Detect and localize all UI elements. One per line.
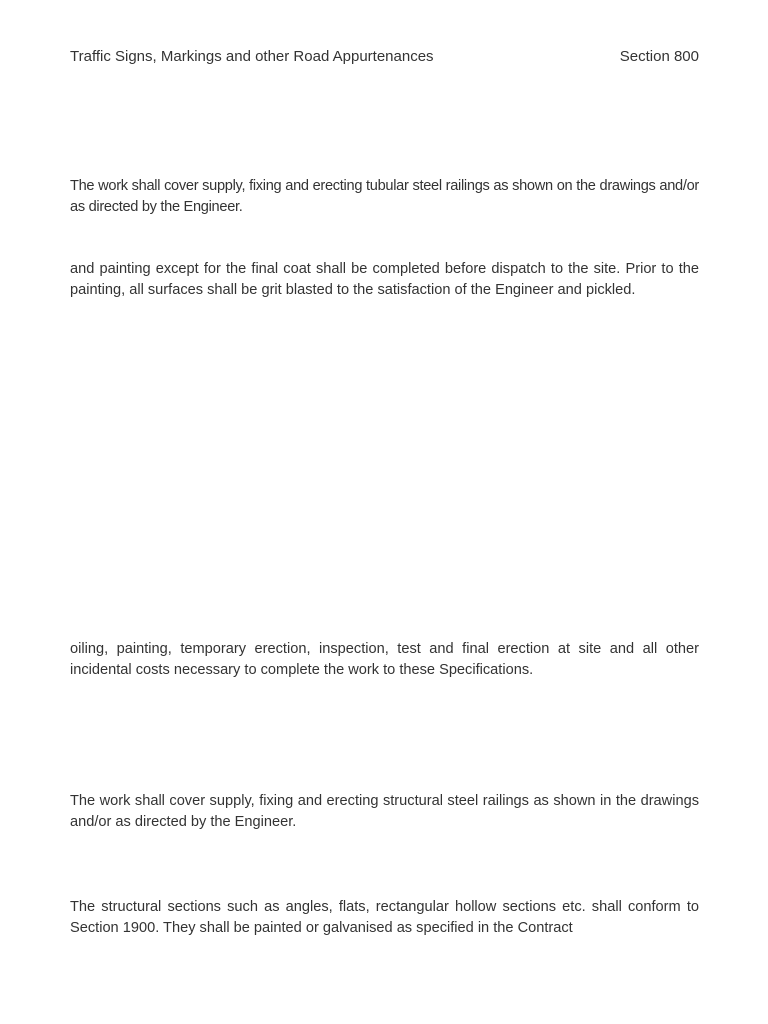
paragraph-incidental-costs: oiling, painting, temporary erection, inspection, test and final erection at site and all other incidental costs necessary to complete the work to these Specifications. xyxy=(70,641,699,678)
paragraph-painting-preparation: and painting except for the final coat shall be completed before dispatch to the site. Prior to the painting, all surfaces shall be grit blasted to the satisfaction of the Engineer and pickled. xyxy=(70,261,699,298)
header-title: Traffic Signs, Markings and other Road Appurtenances xyxy=(70,48,434,65)
header-section-number: Section 800 xyxy=(619,48,699,65)
paragraph-tubular-railings-scope: The work shall cover supply, fixing and erecting tubular steel railings as shown on the drawings and/or as directed by the Engineer. xyxy=(70,178,699,215)
paragraph-structural-sections-material: The structural sections such as angles, flats, rectangular hollow sections etc. shall conform to Section 1900. They shall be painted or galvanised as specified in the Contract xyxy=(70,899,699,936)
page-header xyxy=(70,47,699,67)
paragraph-structural-railings-scope: The work shall cover supply, fixing and erecting structural steel railings as shown in the drawings and/or as directed by the Engineer. xyxy=(70,793,699,830)
